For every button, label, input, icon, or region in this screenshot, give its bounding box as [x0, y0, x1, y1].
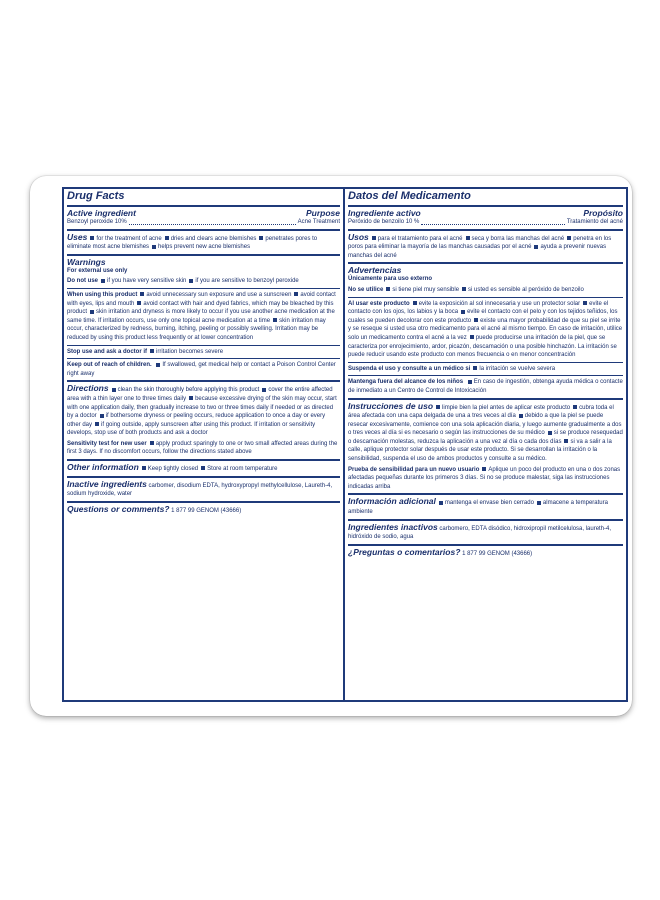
- bullet: [140, 292, 144, 296]
- bullet: [95, 422, 99, 426]
- keep-out-text: En caso de ingestión, obtenga ayuda médica o contacte de inmediato a un Centro de Control de Intoxicación: [348, 379, 623, 394]
- bullet: [201, 466, 205, 470]
- bullet: [189, 396, 193, 400]
- list-item: si va a salir a la calle, aplique protector solar después de usar este producto. Si se desarrollan la irritación o la sensibilidad, suspenda el uso de ambos productos y consulte a su médico.: [348, 438, 612, 463]
- list-item: cubra toda el área afectada con una capa delgada de una a tres veces al día: [348, 404, 614, 420]
- facts-title: Drug Facts: [67, 190, 125, 202]
- directions-heading: Directions: [67, 383, 109, 394]
- uses-list: [67, 236, 317, 251]
- bullet: [262, 388, 266, 392]
- other-info-section: [348, 495, 623, 520]
- list-item: clean the skin thoroughly before applying this product: [117, 387, 260, 394]
- bullet: [466, 236, 470, 240]
- when-using-label: Al usar este producto: [348, 300, 410, 307]
- active-ingredient-name: Peróxido de benzoilo 10 %: [348, 219, 420, 225]
- bullet: [468, 380, 472, 384]
- keep-out-label: Mantenga fuera del alcance de los niños: [348, 379, 464, 386]
- other-info-heading: Other information: [67, 462, 139, 473]
- bullet: [583, 301, 587, 305]
- questions-text: 1 877 99 GENOM (43666): [171, 507, 242, 514]
- when-using-list: [67, 292, 336, 341]
- directions-list: [348, 405, 623, 463]
- bullet: [273, 318, 277, 322]
- spanish-column: [345, 189, 626, 700]
- bullet: [100, 414, 104, 418]
- list-item: apply product sparingly to one or two small affected areas during the first 3 days. If no discomfort occurs, follow the directions stated above: [67, 440, 338, 456]
- inactive-text: carbomer, disodium EDTA, hydroxypropyl methylcellulose, Laureth-4, sodium hydroxide, water: [67, 482, 333, 498]
- bullet: [112, 388, 116, 392]
- bullet: [101, 279, 105, 283]
- when-using-list: [348, 301, 622, 359]
- bullet: [150, 349, 154, 353]
- sensitivity-label: Sensitivity test for new user: [67, 440, 147, 447]
- facts-title: Datos del Medicamento: [348, 190, 471, 202]
- sensitivity-label: Prueba de sensibilidad para un nuevo usuario: [348, 466, 480, 473]
- directions-heading: Instrucciones de uso: [348, 400, 434, 411]
- directions-section: [348, 400, 623, 496]
- active-ingredient-name: Benzoyl peroxide 10%: [67, 219, 127, 225]
- list-item: ayuda a prevenir nuevas manchas del acné: [348, 244, 607, 259]
- list-item: evite el contacto con el pelo y con los tejidos teñidos, los cuales se pueden decolorar con este producto: [348, 309, 618, 324]
- bullet: [564, 439, 568, 443]
- do-not-use-block: [348, 284, 623, 295]
- bullet: [567, 236, 571, 240]
- bullet: [573, 405, 577, 409]
- sensitivity-block: [348, 464, 623, 492]
- title-section: [348, 189, 623, 207]
- external-use-note: For external use only: [67, 267, 128, 274]
- purpose-heading: Propósito: [583, 208, 623, 218]
- keep-out-block: [348, 375, 623, 395]
- stop-use-label: Stop use and ask a doctor if: [67, 348, 148, 355]
- bullet: [294, 292, 298, 296]
- bullet: [156, 363, 160, 367]
- bullet: [462, 287, 466, 291]
- drug-facts-panel: [62, 187, 628, 702]
- when-using-block: [67, 288, 340, 343]
- other-info-heading: Información adicional: [348, 496, 436, 507]
- stop-use-block: [348, 362, 623, 374]
- bullet: [137, 301, 141, 305]
- list-item: si usted es sensible al peróxido de benzoilo: [468, 286, 584, 293]
- list-item: if going outside, apply sunscreen after using this product. If irritation or sensitivity develops, stop use of both products and ask a doctor: [67, 421, 316, 437]
- english-column: [64, 189, 345, 700]
- inactive-heading: Ingredientes inactivos: [348, 521, 438, 532]
- do-not-use-list: [383, 287, 583, 293]
- list-item: if you have very sensitive skin: [107, 278, 187, 285]
- bullet: [150, 441, 154, 445]
- list-item: helps prevent new acne blemishes: [158, 244, 251, 251]
- bullet: [461, 310, 465, 314]
- list-item: avoid unnecessary sun exposure and use a sunscreen: [146, 291, 292, 298]
- active-ingredient-heading: Ingrediente activo: [348, 208, 421, 218]
- stop-use-label: Suspenda el uso y consulte a un médico si: [348, 365, 471, 372]
- list-item: mantenga el envase bien cerrado: [444, 500, 534, 507]
- list-item: para el tratamiento para el acné: [377, 235, 463, 242]
- title-section: [67, 189, 340, 207]
- bullet: [470, 335, 474, 339]
- do-not-use-block: [67, 275, 340, 286]
- list-item: si se produce resequedad o descamación molestas, reduzca la aplicación a una vez al día o cada dos días: [348, 430, 623, 445]
- bullet: [413, 301, 417, 305]
- other-info-section: [67, 461, 340, 478]
- list-item: si tiene piel muy sensible: [392, 286, 460, 293]
- bullet: [473, 366, 477, 370]
- list-item: penetra en los poros para eliminar la mayoría de las manchas causadas por el acné: [348, 235, 612, 251]
- inactive-text: carbomero, EDTA disódico, hidroxipropil metilcelulosa, laureth-4, hidróxido de sodio, agua: [348, 525, 612, 541]
- directions-list: [67, 387, 337, 436]
- list-item: skin irritation may occur, characterized by redness, burning, itching, peeling or possibly swelling. Irritation may be reduced by using this product less frequently or at lower concentration: [67, 317, 326, 341]
- stop-use-list: [147, 349, 223, 355]
- uses-section: [67, 231, 340, 256]
- warnings-section: [67, 256, 340, 383]
- stop-use-block: [67, 345, 340, 357]
- do-not-use-label: Do not use: [67, 278, 98, 285]
- uses-heading: Uses: [67, 231, 88, 242]
- list-item: almacene a temperatura ambiente: [348, 500, 608, 516]
- questions-section: [348, 546, 623, 561]
- inactive-section: [67, 478, 340, 503]
- active-ingredient-heading: Active ingredient: [67, 208, 136, 218]
- external-use-note: Únicamente para uso externo: [348, 276, 433, 283]
- bullet: [152, 245, 156, 249]
- list-item: Aplique un poco del producto en una o dos zonas afectadas pequeñas durante los primeros 3 días. Si no se produce malestar, siga las instrucciones indicadas arriba: [348, 466, 621, 490]
- list-item: debido a que la piel se puede resecar excesivamente, comience con una sola aplicación diaria, y luego aumente gradualmente a dos o tres veces al día si es necesario o según las instrucciones de su médico: [348, 413, 622, 437]
- questions-heading: ¿Preguntas o comentarios?: [348, 546, 461, 557]
- list-item: Store at room temperature: [207, 466, 278, 473]
- list-item: dries and clears acne blemishes: [170, 235, 257, 242]
- bullet: [259, 236, 263, 240]
- stop-use-list: [470, 366, 555, 372]
- bullet: [165, 236, 169, 240]
- active-ingredient-purpose: Acne Treatment: [297, 219, 340, 225]
- questions-heading: Questions or comments?: [67, 503, 170, 514]
- active-ingredient-section: [348, 207, 623, 231]
- keep-out-block: [67, 358, 340, 378]
- list-item: puede producirse una irritación de la piel, que se caracteriza por enrojecimiento, ardor, picazón, descamación o una posible hinchazón. La irritación se puede reducir usando este producto con menos frecuencia o en menor concentración: [348, 334, 617, 359]
- list-item: penetrates pores to eliminate most acne blemishes: [67, 235, 318, 251]
- bullet: [534, 245, 538, 249]
- keep-out-label: Keep out of reach of children.: [67, 362, 152, 369]
- list-item: avoid contact with eyes, lips and mouth: [67, 291, 336, 307]
- list-item: seca y borra las manchas del acné: [471, 235, 565, 242]
- list-item: existe una mayor probabilidad de que su piel se irrite y se reseque si usted usa otro medicamento para el acné al mismo tiempo. En caso de irritación, utilice solo un medicamento contra el acné a la vez: [348, 317, 623, 341]
- bullet: [548, 431, 552, 435]
- active-ingredient-section: [67, 207, 340, 231]
- uses-section: [348, 231, 623, 265]
- list-item: if you are sensitive to benzoyl peroxide: [195, 278, 299, 285]
- list-item: skin irritation and dryness is more likely to occur if you use another acne medication at the same time. If irritation occurs, use only one topical acne medication at a time: [67, 309, 335, 324]
- bullet: [537, 501, 541, 505]
- list-item: if bothersome dryness or peeling occurs, reduce application to once a day or every other day: [67, 413, 326, 428]
- active-ingredient-purpose: Tratamiento del acné: [566, 219, 623, 225]
- warnings-heading: Warnings: [67, 256, 106, 267]
- warnings-section: [348, 264, 623, 399]
- bullet: [90, 236, 94, 240]
- dot-leader: [129, 218, 296, 225]
- do-not-use-list: [98, 278, 299, 284]
- purpose-heading: Purpose: [305, 208, 340, 218]
- inactive-section: [348, 521, 623, 546]
- when-using-block: [348, 297, 623, 360]
- warnings-heading: Advertencias: [348, 265, 402, 276]
- uses-heading: Usos: [348, 231, 369, 242]
- dot-leader: [421, 218, 564, 225]
- bullet: [142, 466, 146, 470]
- questions-text: 1 877 99 GENOM (43666): [462, 550, 533, 557]
- bullet: [189, 279, 193, 283]
- bullet: [372, 236, 376, 240]
- bullet: [482, 467, 486, 471]
- list-item: evite el contacto con los ojos, los labios y la boca: [348, 300, 609, 316]
- bullet: [386, 287, 390, 291]
- bullet: [436, 405, 440, 409]
- bullet: [519, 414, 523, 418]
- uses-list: [348, 236, 611, 259]
- bullet: [90, 310, 94, 314]
- list-item: because excessive drying of the skin may occur, start with one application daily, then gradually increase to two or three times daily if needed or as directed by a doctor: [67, 395, 337, 420]
- list-item: Keep tightly closed: [147, 466, 199, 473]
- list-item: evite la exposición al sol innecesaria y use un protector solar: [418, 300, 581, 307]
- do-not-use-label: No se utilice: [348, 286, 384, 293]
- list-item: limpie bien la piel antes de aplicar este producto: [442, 404, 571, 411]
- other-info-list: [139, 466, 278, 472]
- list-item: la irritación se vuelve severa: [479, 365, 556, 372]
- inactive-heading: Inactive ingredients: [67, 478, 147, 489]
- list-item: avoid contact with hair and dyed fabrics, which may be bleached by this product: [67, 300, 334, 316]
- bullet: [474, 318, 478, 322]
- bullet: [439, 501, 443, 505]
- directions-section: [67, 382, 340, 461]
- sensitivity-block: [67, 438, 340, 457]
- keep-out-text: If swallowed, get medical help or contact a Poison Control Center right away: [67, 362, 336, 377]
- questions-section: [67, 503, 340, 518]
- list-item: for the treatment of acne: [96, 235, 162, 242]
- list-item: irritation becomes severe: [156, 348, 224, 355]
- list-item: cover the entire affected area with a thin layer one to three times daily: [67, 387, 333, 402]
- when-using-label: When using this product: [67, 291, 138, 298]
